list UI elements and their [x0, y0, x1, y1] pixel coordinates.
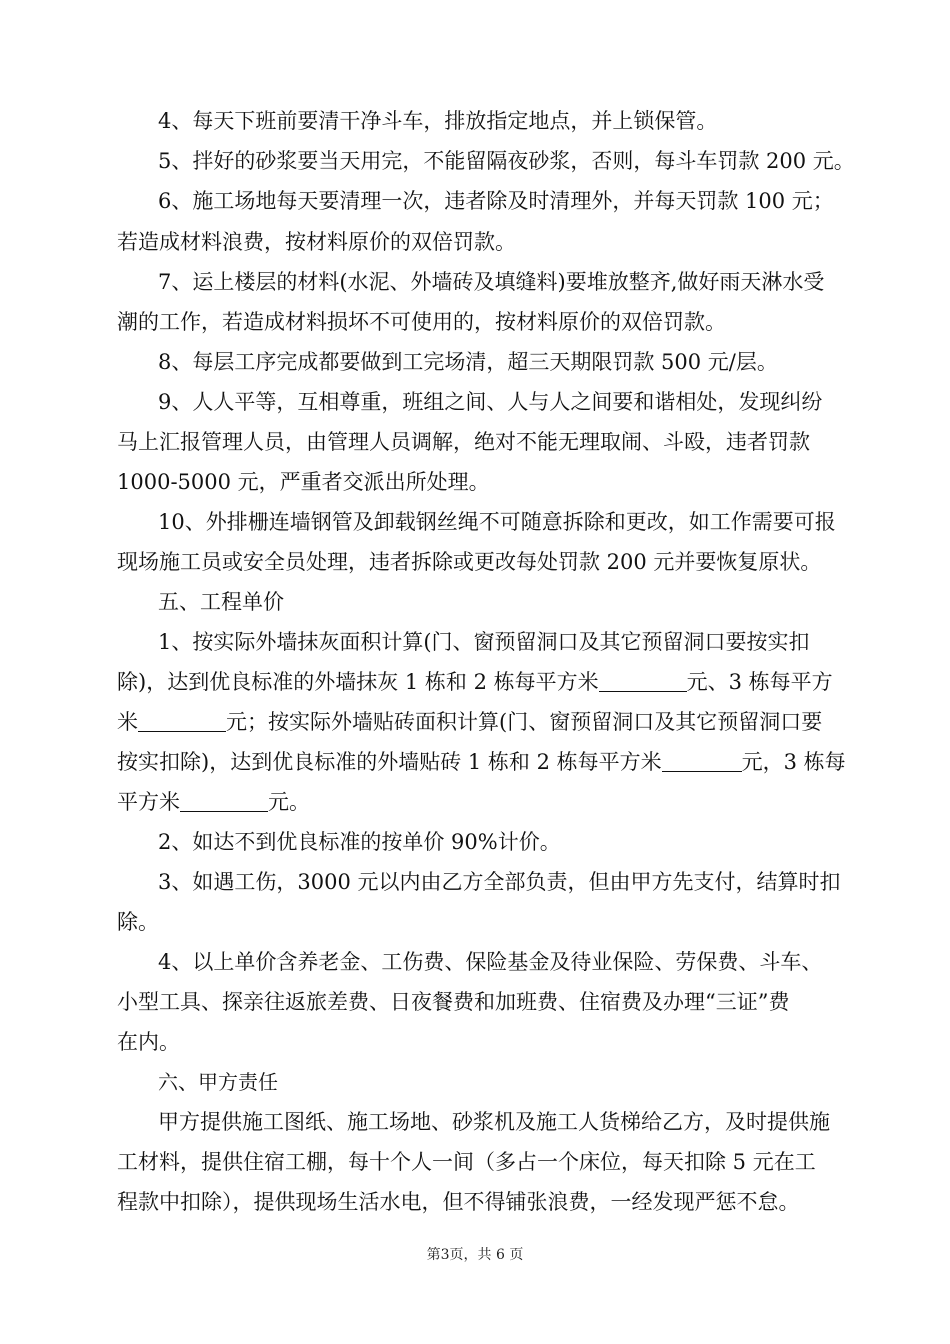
rule-item-9-line-1: 9、人人平等，互相尊重，班组之间、人与人之间要和谐相处，发现纠纷: [158, 390, 823, 414]
rule-item-8: 8、每层工序完成都要做到工完场清，超三天期限罚款 500 元/层。: [158, 350, 778, 374]
party-a-duty-line-2: 工材料，提供住宿工棚，每十个人一间（多占一个床位，每天扣除 5 元在工: [117, 1150, 816, 1174]
price-item-1-text-a: 除)，达到优良标准的外墙抹灰 1 栋和 2 栋每平方米: [117, 670, 599, 694]
rule-item-6-line-1: 6、施工场地每天要清理一次，违者除及时清理外，并每天罚款 100 元；: [158, 189, 834, 213]
rule-item-9-line-2: 马上汇报管理人员，由管理人员调解，绝对不能无理取闹、斗殴，违者罚款: [117, 430, 810, 454]
price-item-1-text-e: 按实扣除)，达到优良标准的外墙贴砖 1 栋和 2 栋每平方米: [117, 750, 662, 774]
price-item-4-line-3: 在内。: [117, 1030, 180, 1054]
price-blank-field-4[interactable]: [180, 791, 268, 812]
price-item-2: 2、如达不到优良标准的按单价 90%计价。: [158, 830, 561, 854]
rule-item-7-line-2: 潮的工作，若造成材料损坏不可使用的，按材料原价的双倍罚款。: [117, 310, 726, 334]
price-blank-field-3[interactable]: [662, 751, 742, 772]
price-blank-field-2[interactable]: [138, 711, 226, 732]
price-item-1-line-2: [117, 668, 861, 696]
price-item-1-text-b: 元、3 栋每平方: [686, 670, 833, 694]
price-blank-field-1[interactable]: [599, 671, 687, 692]
price-item-1-line-5: [117, 788, 861, 816]
price-item-1-text-h: 元。: [268, 790, 310, 814]
price-item-1-text-f: 元，3 栋每: [741, 750, 846, 774]
rule-item-5: 5、拌好的砂浆要当天用完，不能留隔夜砂浆，否则，每斗车罚款 200 元。: [158, 149, 855, 173]
page-number-footer: 第3页，共 6 页: [426, 1247, 524, 1263]
rule-item-6-line-2: 若造成材料浪费，按材料原价的双倍罚款。: [117, 230, 516, 254]
price-item-1-line-3: [117, 708, 861, 736]
price-item-1-text-g: 平方米: [117, 790, 180, 814]
price-item-1-line-4: [117, 748, 861, 776]
section-5-heading: 五、工程单价: [158, 590, 284, 614]
price-item-3-line-2: 除。: [117, 910, 159, 934]
price-item-1-text-c: 米: [117, 710, 138, 734]
price-item-3-line-1: 3、如遇工伤，3000 元以内由乙方全部负责，但由甲方先支付，结算时扣: [158, 870, 841, 894]
party-a-duty-line-3: 程款中扣除），提供现场生活水电，但不得铺张浪费，一经发现严惩不怠。: [117, 1190, 800, 1214]
rule-item-9-line-3: 1000-5000 元，严重者交派出所处理。: [117, 470, 490, 494]
price-item-4-line-2: 小型工具、探亲往返旅差费、日夜餐费和加班费、住宿费及办理“三证”费: [117, 990, 790, 1014]
rule-item-7-line-1: 7、运上楼层的材料(水泥、外墙砖及填缝料)要堆放整齐,做好雨天淋水受: [158, 270, 825, 294]
price-item-1-text-d: 元；按实际外墙贴砖面积计算(门、窗预留洞口及其它预留洞口要: [226, 710, 823, 734]
price-item-1-line-1: 1、按实际外墙抹灰面积计算(门、窗预留洞口及其它预留洞口要按实扣: [158, 630, 810, 654]
rule-item-4: 4、每天下班前要清干净斗车，排放指定地点，并上锁保管。: [158, 109, 718, 133]
section-6-heading: 六、甲方责任: [158, 1070, 278, 1094]
party-a-duty-line-1: 甲方提供施工图纸、施工场地、砂浆机及施工人货梯给乙方，及时提供施: [158, 1110, 830, 1134]
rule-item-10-line-1: 10、外排栅连墙钢管及卸载钢丝绳不可随意拆除和更改，如工作需要可报: [158, 510, 836, 534]
price-item-4-line-1: 4、以上单价含养老金、工伤费、保险基金及待业保险、劳保费、斗车、: [158, 950, 823, 974]
rule-item-10-line-2: 现场施工员或安全员处理，违者拆除或更改每处罚款 200 元并要恢复原状。: [117, 550, 822, 574]
